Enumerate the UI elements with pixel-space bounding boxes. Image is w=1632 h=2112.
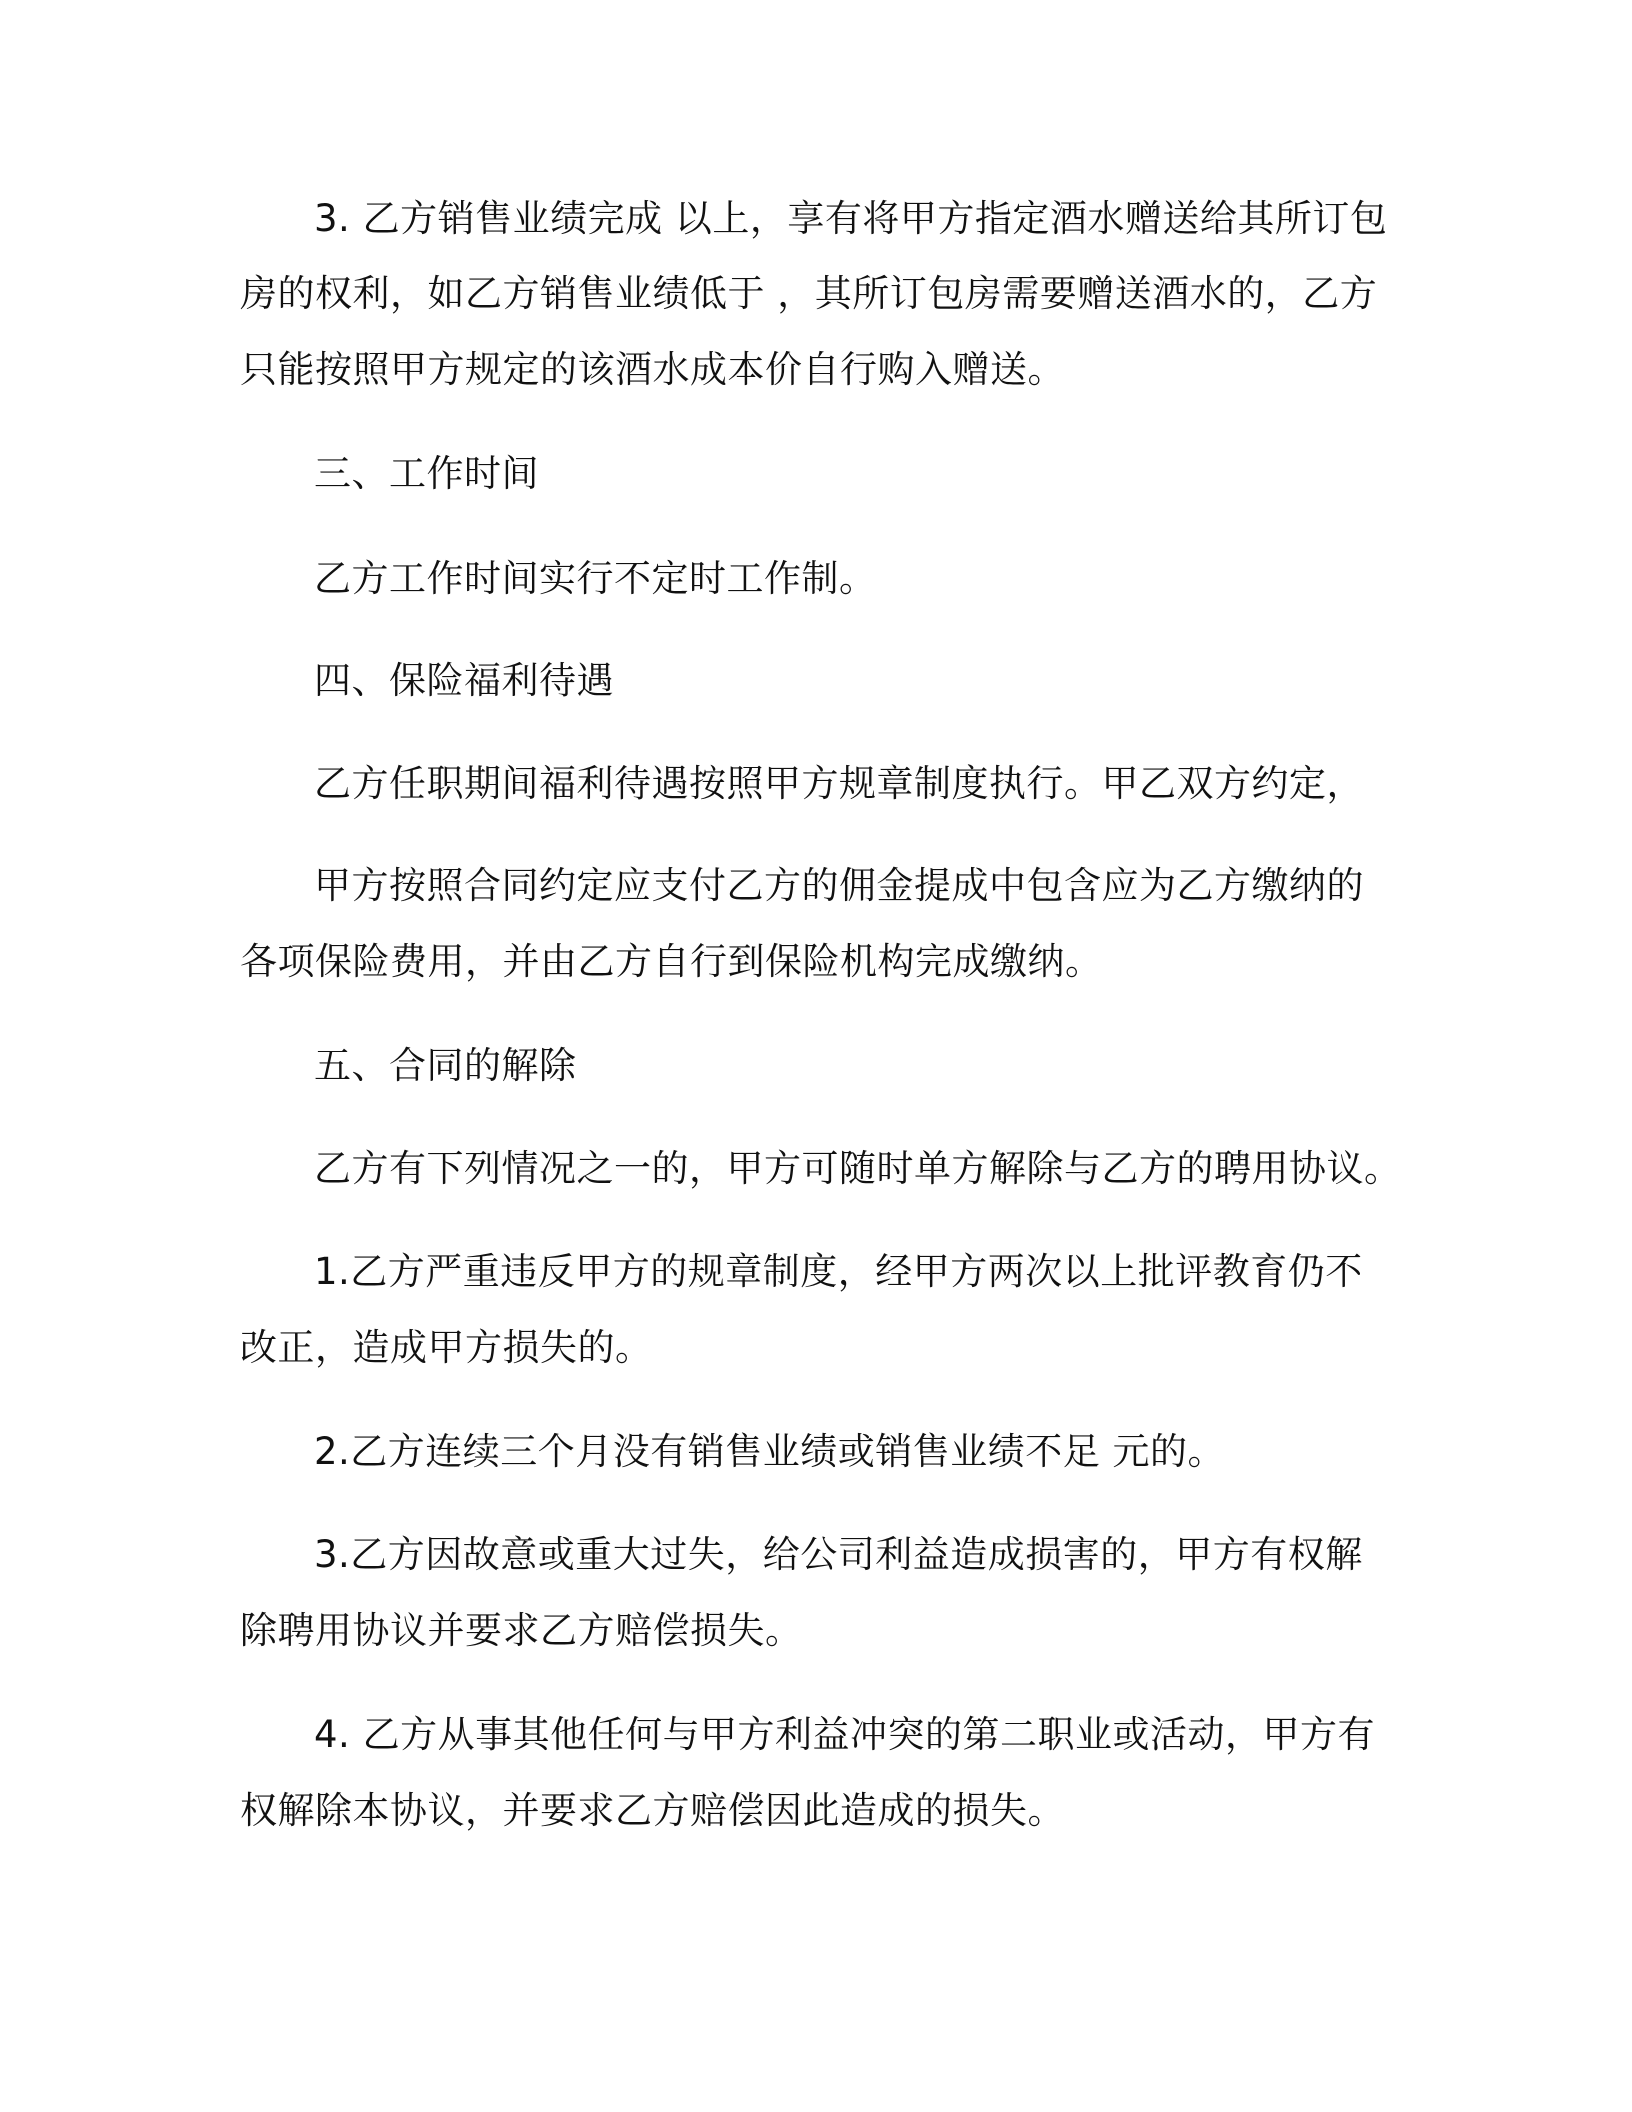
termination-item-2: 2.乙方连续三个月没有销售业绩或销售业绩不足 元的。 [314,1430,1226,1473]
termination-item-1-line-1: 1.乙方严重违反甲方的规章制度，经甲方两次以上批评教育仍不 [314,1250,1363,1293]
termination-item-3-line-1: 3.乙方因故意或重大过失，给公司利益造成损害的，甲方有权解 [314,1533,1363,1576]
termination-item-4-line-2: 权解除本协议，并要求乙方赔偿因此造成的损失。 [240,1789,1065,1832]
termination-item-4-line-1: 4. 乙方从事其他任何与甲方利益冲突的第二职业或活动，甲方有 [314,1713,1376,1756]
section-heading-insurance: 四、保险福利待遇 [314,659,614,702]
clause-3-line-3: 只能按照甲方规定的该酒水成本价自行购入赠送。 [240,348,1065,391]
work-time-text: 乙方工作时间实行不定时工作制。 [314,557,877,600]
insurance-text-line-1: 乙方任职期间福利待遇按照甲方规章制度执行。甲乙双方约定， [314,762,1364,805]
insurance-text-line-2: 甲方按照合同约定应支付乙方的佣金提成中包含应为乙方缴纳的 [314,864,1364,907]
section-heading-termination: 五、合同的解除 [314,1044,577,1087]
termination-intro: 乙方有下列情况之一的，甲方可随时单方解除与乙方的聘用协议。 [314,1147,1402,1190]
insurance-text-line-3: 各项保险费用，并由乙方自行到保险机构完成缴纳。 [240,940,1103,983]
termination-item-1-line-2: 改正，造成甲方损失的。 [240,1326,653,1369]
section-heading-work-time: 三、工作时间 [314,452,539,495]
clause-3-line-1: 3. 乙方销售业绩完成 以上，享有将甲方指定酒水赠送给其所订包 [314,197,1388,240]
termination-item-3-line-2: 除聘用协议并要求乙方赔偿损失。 [240,1609,803,1652]
clause-3-line-2: 房的权利，如乙方销售业绩低于 ，其所订包房需要赠送酒水的，乙方 [240,272,1378,315]
